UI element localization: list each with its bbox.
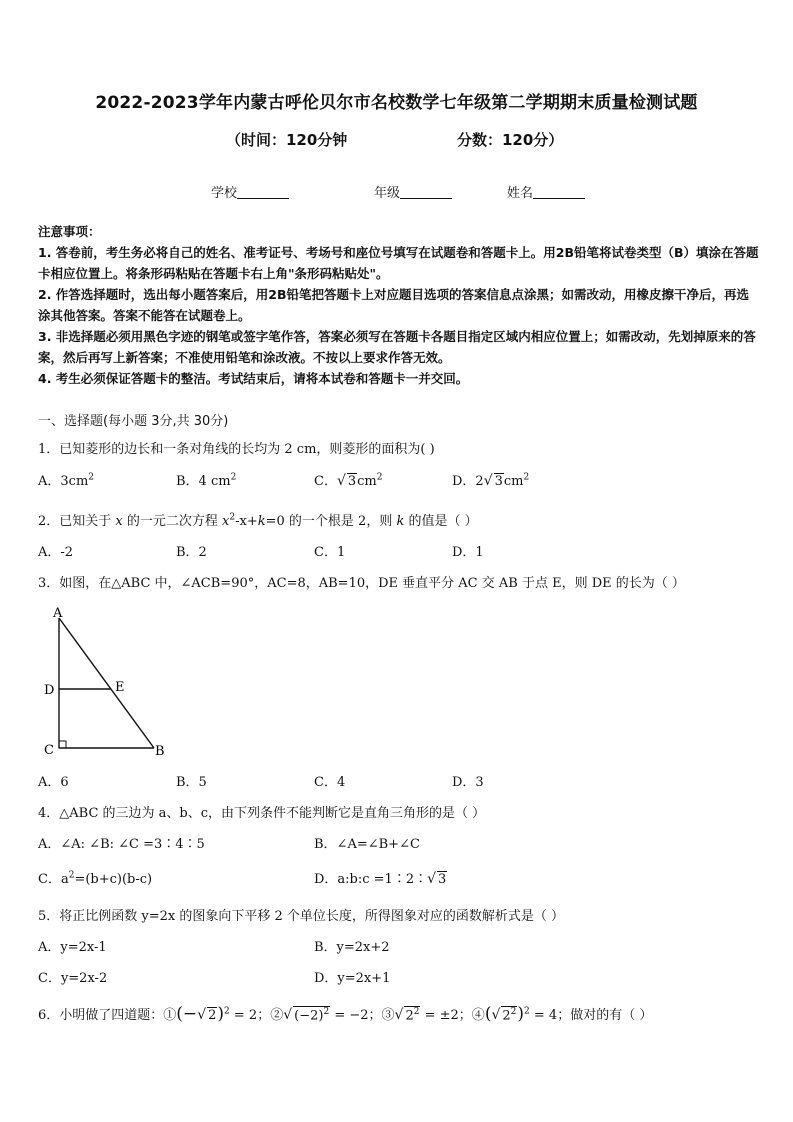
section-heading: 一、选择题(每小题 3分,共 30分) bbox=[38, 414, 229, 429]
name-label: 姓名 bbox=[507, 186, 534, 201]
label-a: A bbox=[53, 606, 63, 621]
q4-option-b[interactable]: B．∠A=∠B+∠C bbox=[314, 837, 420, 852]
time-limit: （时间：120分钟 bbox=[226, 131, 348, 149]
sqrt-symbol: √ bbox=[483, 473, 493, 489]
q4-option-c[interactable]: C．$a^2=(b+c)(b-c)$ bbox=[38, 870, 153, 887]
sqrt-symbol: √ bbox=[197, 1007, 207, 1023]
question-3-stem: 3．如图，在△ABC 中，∠ACB=90°，AC=8，AB=10，DE 垂直平分 AC 交 AB 于点 E，则 DE 的长为（ ） bbox=[38, 576, 685, 591]
notice-item: 2. 作答选择题时，选出每小题答案后，用2B铅笔把答题卡上对应题目选项的答案信息点涂黑；如需改动，用橡皮擦干净后，再选涂其他答案。答案不能答在试题卷上。 bbox=[38, 287, 750, 323]
q2-option-b[interactable]: B．2 bbox=[176, 545, 207, 560]
sqrt-symbol: √ bbox=[491, 1007, 501, 1023]
q2-option-a[interactable]: A．-2 bbox=[38, 545, 74, 560]
side-ab bbox=[59, 618, 154, 748]
total-score: 分数：120分） bbox=[457, 131, 564, 149]
question-4-stem: 4．△ABC 的三边为 a、b、c，由下列条件不能判断它是直角三角形的是（ ） bbox=[38, 806, 486, 821]
q3-option-a[interactable]: A．6 bbox=[38, 775, 69, 790]
notice-item: 3. 非选择题必须用黑色字迹的钢笔或签字笔作答，答案必须写在答题卡各题目指定区域内相应位置上；如需改动，先划掉原来的答案，然后再写上新答案；不准使用铅笔和涂改液。不按以上要求作答无效。 bbox=[38, 329, 756, 365]
page-title: 2022-2023学年内蒙古呼伦贝尔市名校数学七年级第二学期期末质量检测试题 bbox=[95, 93, 698, 113]
q5-option-c[interactable]: C．y=2x-2 bbox=[38, 971, 108, 986]
question-1-stem: 1．已知菱形的边长和一条对角线的长均为 2 cm，则菱形的面积为( ) bbox=[38, 442, 435, 457]
q5-option-a[interactable]: A．y=2x-1 bbox=[38, 940, 107, 955]
q1-option-b[interactable]: B．4 $cm^2$ bbox=[176, 472, 237, 489]
grade-field bbox=[374, 182, 452, 201]
triangle-figure bbox=[36, 600, 176, 760]
q3-option-d[interactable]: D．3 bbox=[452, 775, 484, 790]
q5-option-b[interactable]: B．y=2x+2 bbox=[314, 940, 390, 955]
grade-blank[interactable] bbox=[400, 186, 452, 199]
q3-option-c[interactable]: C．4 bbox=[314, 775, 346, 790]
q2-option-d[interactable]: D．1 bbox=[452, 545, 484, 560]
question-6-stem: 6．小明做了四道题：①(−√ 2)$^2$ = 2；②√ $(-2)^2 = -2$；③√ $2^2 = \pm 2$；④(√ $2^2)^2 = 4$；做对的有（ ） bbox=[38, 1004, 653, 1024]
notice-heading: 注意事项： bbox=[38, 224, 101, 239]
q4-option-a[interactable]: A．∠A: ∠B: ∠C =3∶4∶5 bbox=[38, 837, 205, 852]
right-angle-mark bbox=[59, 741, 66, 748]
label-b: B bbox=[155, 744, 165, 759]
school-field bbox=[211, 182, 289, 201]
q4-option-d[interactable]: D．a:b:c =1∶2∶√ 3 bbox=[314, 871, 447, 887]
name-field bbox=[507, 182, 585, 201]
sqrt-symbol: √ bbox=[283, 1007, 293, 1023]
notice-item: 1. 答卷前，考生务必将自己的姓名、准考证号、考场号和座位号填写在试题卷和答题卡上。用2B铅笔将试卷类型（B）填涂在答题卡相应位置上。将条形码粘贴在答题卡右上角"条形码粘贴处"。 bbox=[38, 245, 759, 281]
label-d: D bbox=[44, 683, 55, 698]
q3-option-b[interactable]: B．5 bbox=[176, 775, 207, 790]
q1-option-d[interactable]: D．2√ $3cm^2$ bbox=[452, 472, 530, 489]
name-blank[interactable] bbox=[533, 186, 585, 199]
school-blank[interactable] bbox=[237, 186, 289, 199]
notice-block bbox=[38, 221, 760, 389]
q1-option-a[interactable]: A．$3cm^2$ bbox=[38, 472, 95, 489]
sqrt-symbol: √ bbox=[336, 473, 346, 489]
q5-option-d[interactable]: D．y=2x+1 bbox=[314, 971, 391, 986]
label-c: C bbox=[44, 743, 54, 758]
sqrt-symbol: √ bbox=[394, 1007, 404, 1023]
question-2-stem: 2．已知关于 x 的一元二次方程 $x^2-x+k=0$ 的一个根是 2，则 k 的值是（ ） bbox=[38, 512, 478, 529]
notice-item: 4. 考生必须保证答题卡的整洁。考试结束后，请将本试卷和答题卡一并交回。 bbox=[38, 371, 469, 386]
question-5-stem: 5．将正比例函数 y=2x 的图象向下平移 2 个单位长度，所得图象对应的函数解析式是（ ） bbox=[38, 909, 565, 924]
q1-option-c[interactable]: C．√ $3cm^2$ bbox=[314, 472, 383, 489]
q2-option-c[interactable]: C．1 bbox=[314, 545, 346, 560]
grade-label: 年级 bbox=[374, 186, 401, 201]
school-label: 学校 bbox=[211, 186, 238, 201]
label-e: E bbox=[115, 680, 125, 695]
sqrt-symbol: √ bbox=[427, 871, 437, 887]
